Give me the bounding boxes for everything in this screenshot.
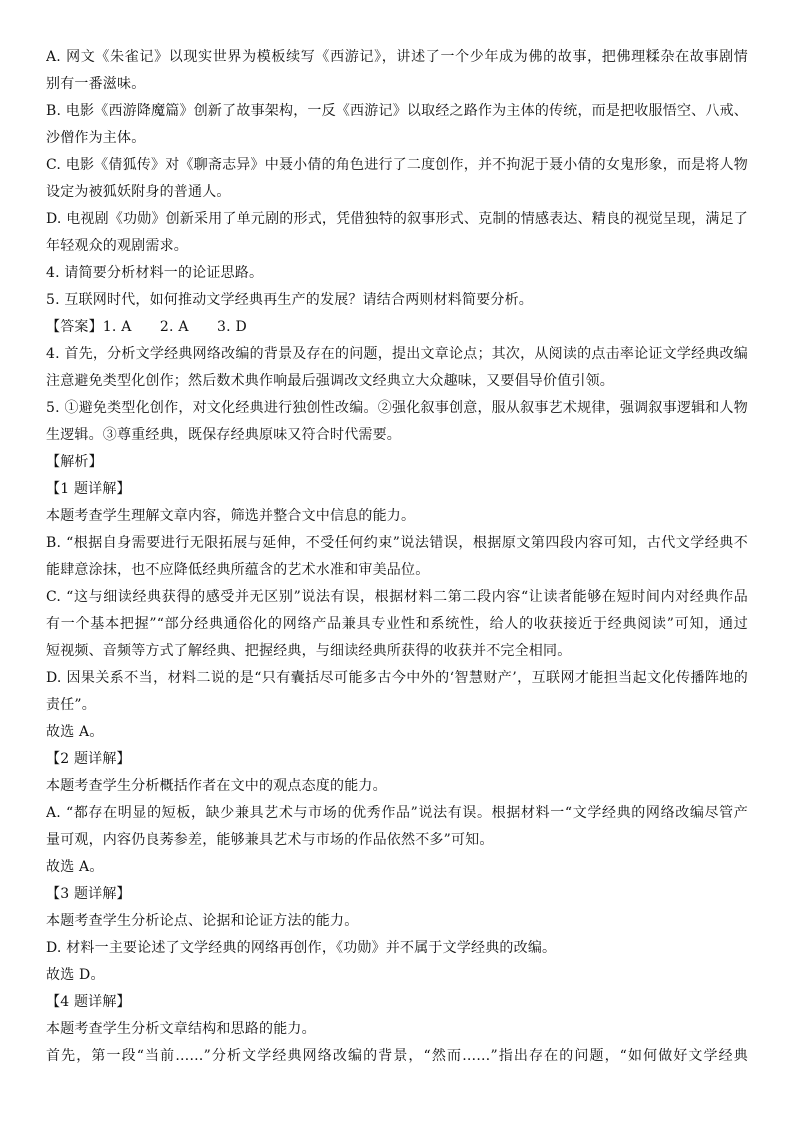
text-line: D. 因果关系不当，材料二说的是“只有囊括尽可能多古今中外的‘智慧财产’，互联网才能担当起文化传播阵地的 xyxy=(46,670,748,686)
text-line: 能肆意涂抹，也不应降低经典所蕴含的艺术水准和审美品位。 xyxy=(46,562,430,578)
text-line: 故选 A。 xyxy=(46,859,104,875)
text-line: 5. 互联网时代，如何推动文学经典再生产的发展？请结合两则材料简要分析。 xyxy=(46,292,534,308)
text-line: 5. ①避免类型化创作，对文化经典进行独创性改编。②强化叙事创意，服从叙事艺术规律，强调叙事逻辑和人物 xyxy=(46,400,748,416)
text-line: 责任”。 xyxy=(46,697,96,713)
text-line: 【解析】 xyxy=(46,454,103,470)
text-line: 设定为被狐妖附身的普通人。 xyxy=(46,184,231,200)
text-line: B. 电影《西游降魔篇》创新了故事架构，一反《西游记》以取经之路作为主体的传统，而是把收服悟空、八戒、 xyxy=(46,103,748,119)
text-line: A. “都存在明显的短板，缺少兼具艺术与市场的优秀作品”说法有误。根据材料一“文学经典的网络改编尽管产 xyxy=(46,805,748,821)
text-line: 量可观，内容仍良莠参差，能够兼具艺术与市场的作品依然不多”可知。 xyxy=(46,832,494,848)
text-line: 4. 请简要分析材料一的论证思路。 xyxy=(46,265,264,281)
text-line: C. “这与细读经典获得的感受并无区别”说法有误，根据材料二第二段内容“让读者能够在短时间内对经典作品 xyxy=(46,589,748,605)
text-line: 本题考查学生分析概括作者在文中的观点态度的能力。 xyxy=(46,778,387,794)
text-line: 年轻观众的观剧需求。 xyxy=(46,238,188,254)
text-line: 首先，第一段“当前……”分析文学经典网络改编的背景，“然而……”指出存在的问题，“如何做好文学经典 xyxy=(46,1048,748,1064)
text-line: D. 电视剧《功勋》创新采用了单元剧的形式，凭借独特的叙事形式、克制的情感表达、精良的视觉呈现，满足了 xyxy=(46,211,748,227)
text-line: 别有一番滋味。 xyxy=(46,76,146,92)
document-page xyxy=(46,44,748,1070)
text-line: 有一个基本把握”“部分经典通俗化的网络产品兼具专业性和系统性，给人的收获接近于经典阅读”可知，通过 xyxy=(46,616,748,632)
text-line: C. 电影《倩狐传》对《聊斋志异》中聂小倩的角色进行了二度创作，并不拘泥于聂小倩的女鬼形象，而是将人物 xyxy=(46,157,748,173)
text-line: A. 网文《朱雀记》以现实世界为模板续写《西游记》，讲述了一个少年成为佛的故事，把佛理糅杂在故事剧情 xyxy=(46,49,748,65)
text-line: B. “根据自身需要进行无限拓展与延伸，不受任何约束”说法错误，根据原文第四段内容可知，古代文学经典不 xyxy=(46,535,748,551)
text-line: 【3 题详解】 xyxy=(46,886,131,902)
text-line: 4. 首先，分析文学经典网络改编的背景及存在的问题，提出文章论点；其次，从阅读的点击率论证文学经典改编 xyxy=(46,346,748,362)
text-line: 故选 A。 xyxy=(46,724,104,740)
text-line: 注意避免类型化创作；然后数术典作响最后强调改文经典立大众趣味，又要倡导价值引领。 xyxy=(46,373,614,389)
text-line: 短视频、音频等方式了解经典、把握经典，与细读经典所获得的收获并不完全相同。 xyxy=(46,643,572,659)
text-line: 【2 题详解】 xyxy=(46,751,131,767)
text-line: 本题考查学生分析文章结构和思路的能力。 xyxy=(46,1021,316,1037)
text-line: 故选 D。 xyxy=(46,967,105,983)
text-line: 本题考查学生分析论点、论据和论证方法的能力。 xyxy=(46,913,359,929)
text-line: 【1 题详解】 xyxy=(46,481,131,497)
text-line: 生逻辑。③尊重经典，既保存经典原味又符合时代需要。 xyxy=(46,427,401,443)
text-line: 本题考查学生理解文章内容，筛选并整合文中信息的能力。 xyxy=(46,508,416,524)
text-line: 【答案】1. A 2. A 3. D xyxy=(46,319,247,335)
text-line: 【4 题详解】 xyxy=(46,994,131,1010)
text-line: D. 材料一主要论述了文学经典的网络再创作，《功勋》并不属于文学经典的改编。 xyxy=(46,940,557,956)
text-line: 沙僧作为主体。 xyxy=(46,130,146,146)
